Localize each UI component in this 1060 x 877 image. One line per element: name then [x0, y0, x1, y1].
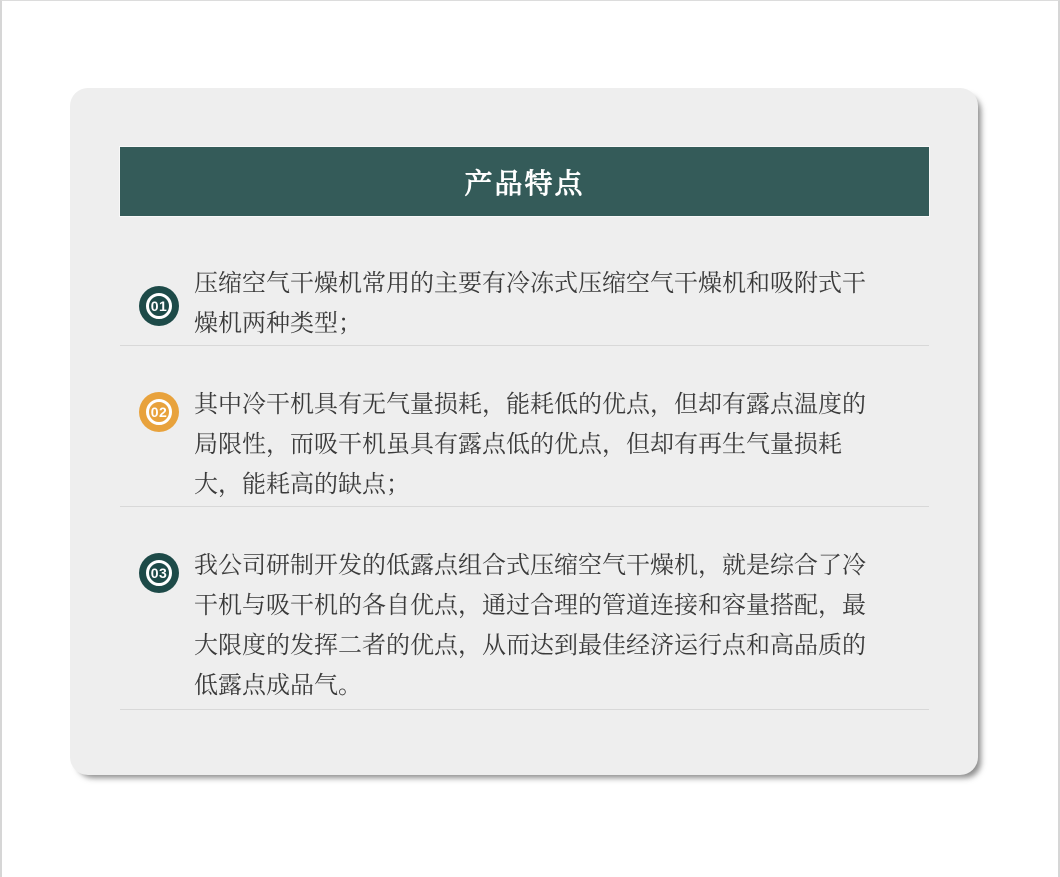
badge-number: 01 — [146, 293, 172, 319]
number-badge-03-icon — [139, 553, 179, 593]
feature-text: 压缩空气干燥机常用的主要有冷冻式压缩空气干燥机和吸附式干燥机两种类型； — [194, 270, 866, 337]
feature-text: 我公司研制开发的低露点组合式压缩空气干燥机，就是综合了冷干机与吸干机的各自优点，通过合理的管道连接和容量搭配，最大限度的发挥二者的优点，从而达到最佳经济运行点和高品质的低露点成品气。 — [194, 552, 866, 699]
feature-list — [120, 216, 929, 710]
section-title: 产品特点 — [464, 167, 585, 199]
number-badge-02-icon — [139, 392, 179, 432]
product-features-card — [70, 88, 978, 775]
feature-item-1 — [120, 216, 929, 346]
feature-text: 其中冷干机具有无气量损耗，能耗低的优点，但却有露点温度的局限性，而吸干机虽具有露点低的优点，但却有再生气量损耗大，能耗高的缺点； — [194, 391, 866, 498]
section-header-bar — [120, 147, 929, 216]
number-badge-01-icon — [139, 286, 179, 326]
feature-item-2 — [120, 346, 929, 507]
badge-number: 02 — [146, 399, 172, 425]
badge-number: 03 — [146, 560, 172, 586]
feature-item-3 — [120, 507, 929, 710]
